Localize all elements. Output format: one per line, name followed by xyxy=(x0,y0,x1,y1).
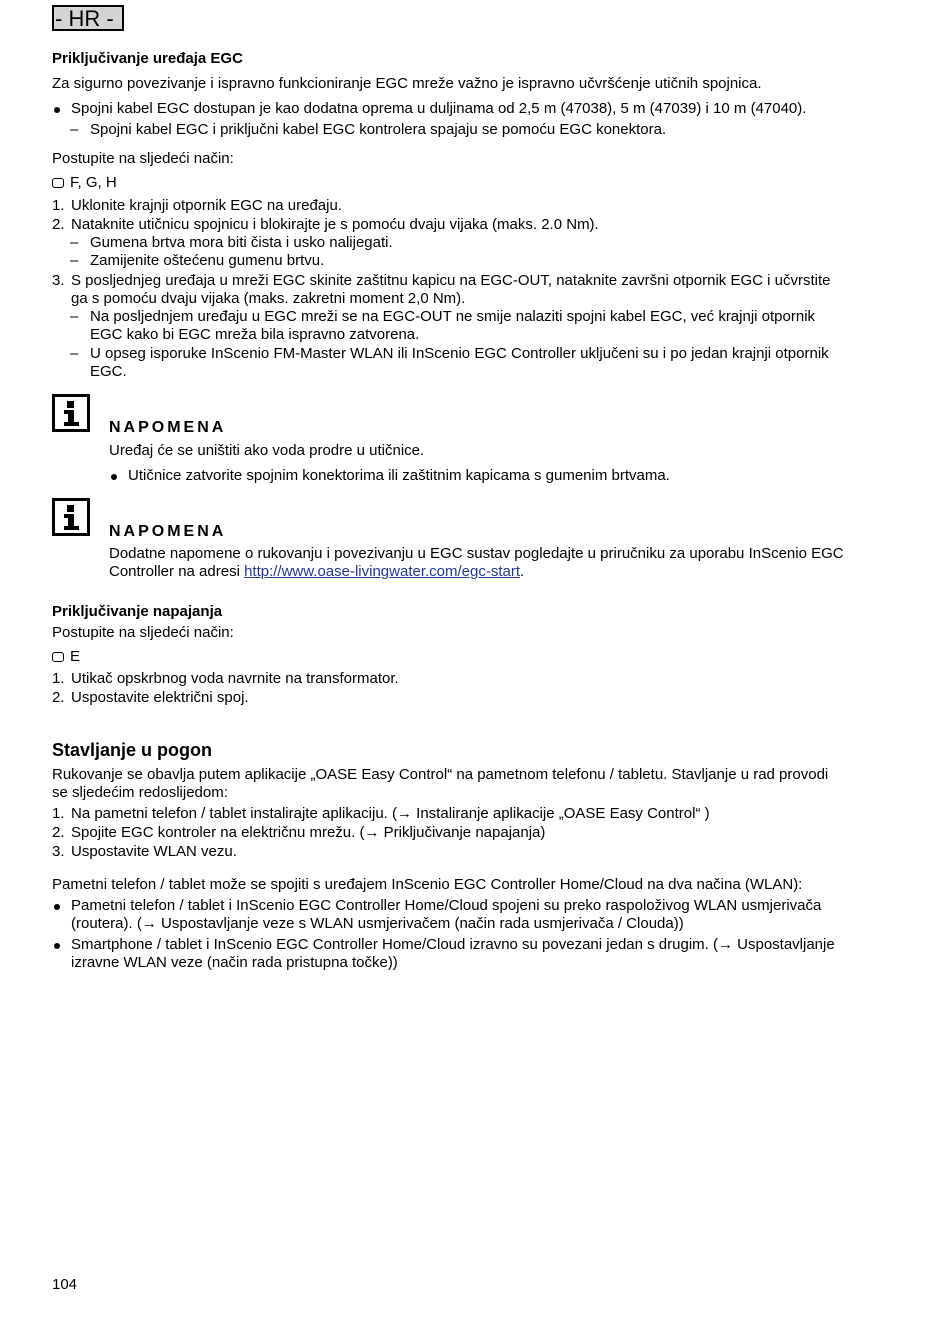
figure-icon xyxy=(52,178,64,188)
figure-labels: E xyxy=(70,648,81,665)
step-item xyxy=(52,197,892,215)
bullet-text-line2: izravne WLAN veze (način rada pristupna točke)) xyxy=(71,954,398,971)
note-text-suffix: . xyxy=(520,563,525,580)
info-icon xyxy=(52,394,90,432)
note-title: NAPOMENA xyxy=(109,419,227,436)
step-text: Utikač opskrbnog voda navrnite na transformator. xyxy=(71,670,399,687)
dash-item xyxy=(52,308,892,344)
dash-mark: – xyxy=(70,345,79,362)
bullet-text-line1: Pametni telefon / tablet i InScenio EGC Controller Home/Cloud spojeni su preko raspoloživog WLAN usmjerivača xyxy=(71,897,822,914)
dash-item xyxy=(52,252,892,270)
step-item xyxy=(52,824,892,842)
step-text: Spojite EGC kontroler na električnu mrežu. (→ Priključivanje napajanja) xyxy=(71,824,546,841)
document-page xyxy=(52,0,892,1320)
bullet-dot-icon xyxy=(111,474,117,480)
step-number: 2. xyxy=(52,689,65,706)
figure-labels: F, G, H xyxy=(70,174,117,191)
paragraph-intro-line2: se sljedećim redoslijedom: xyxy=(52,784,228,801)
language-tag: - HR - xyxy=(52,5,124,31)
step-number: 2. xyxy=(52,216,65,233)
step-text-line1: S posljednjeg uređaja u mreži EGC skinite zaštitnu kapicu na EGC-OUT, nataknite završni otpornik EGC i učvrstite xyxy=(71,272,831,289)
section-title-commissioning: Stavljanje u pogon xyxy=(52,740,213,760)
dash-text-line2: EGC. xyxy=(90,363,127,380)
note-title: NAPOMENA xyxy=(109,523,227,540)
dash-text: Spojni kabel EGC i priključni kabel EGC kontrolera spajaju se pomoću EGC konektora. xyxy=(90,121,667,138)
step-number: 1. xyxy=(52,805,65,822)
dash-mark: – xyxy=(70,121,79,138)
step-number: 3. xyxy=(52,272,65,289)
step-text-line2: ga s pomoću dvaju vijaka (maks. zakretni moment 2,0 Nm). xyxy=(71,290,466,307)
step-text: Uklonite krajnji otpornik EGC na uređaju. xyxy=(71,197,342,214)
step-text: Nataknite utičnicu spojnicu i blokirajte je s pomoću dvaju vijaka (maks. 2.0 Nm). xyxy=(71,216,599,233)
note-text-line2 xyxy=(109,563,892,581)
figure-reference xyxy=(52,648,892,666)
bullet-text-line2: (routera). (→ Uspostavljanje veze s WLAN usmjerivačem (način rada usmjerivača / Clouda)) xyxy=(71,915,684,932)
note-bullet-text: Utičnice zatvorite spojnim konektorima ili zaštitnim kapicama s gumenim brtvama. xyxy=(128,467,670,484)
paragraph-intro-line1: Rukovanje se obavlja putem aplikacije „OASE Easy Control“ na pametnom telefonu / tabletu. Stavljanje u rad provodi xyxy=(52,766,829,783)
step-item xyxy=(52,216,892,234)
page-number: 104 xyxy=(52,1276,78,1293)
bullet-dot-icon xyxy=(54,107,60,113)
note-bullet-item xyxy=(109,467,892,485)
dash-mark: – xyxy=(70,252,79,269)
bullet-item xyxy=(52,100,892,118)
note-text-prefix: Controller na adresi xyxy=(109,563,245,580)
step-number: 2. xyxy=(52,824,65,841)
bullet-item xyxy=(52,936,892,972)
section-title-egc: Priključivanje uređaja EGC xyxy=(52,50,243,67)
dash-text-line1: U opseg isporuke InScenio FM-Master WLAN ili InScenio EGC Controller uključeni su i po jedan krajnji otpornik xyxy=(90,345,829,362)
note-text-line1: Dodatne napomene o rukovanju i povezivanju u EGC sustav pogledajte u priručniku za uporabu InScenio EGC xyxy=(109,545,844,562)
bullet-dot-icon xyxy=(54,904,60,910)
step-number: 3. xyxy=(52,843,65,860)
step-item xyxy=(52,805,892,823)
paragraph-intro: Za sigurno povezivanje i ispravno funkcioniranje EGC mreže važno je ispravno učvršćenje utičnih spojnica. xyxy=(52,75,762,92)
dash-text: Zamijenite oštećenu gumenu brtvu. xyxy=(90,252,325,269)
egc-start-link[interactable]: http://www.oase-livingwater.com/egc-start xyxy=(244,563,521,580)
dash-item xyxy=(52,345,892,381)
step-text: Uspostavite WLAN vezu. xyxy=(71,843,237,860)
section-title-power: Priključivanje napajanja xyxy=(52,603,223,620)
step-item xyxy=(52,272,892,308)
info-icon xyxy=(52,498,90,536)
bullet-text: Spojni kabel EGC dostupan je kao dodatna oprema u duljinama od 2,5 m (47038), 5 m (47039) i 10 m (47040). xyxy=(71,100,807,117)
dash-mark: – xyxy=(70,234,79,251)
step-item xyxy=(52,670,892,688)
dash-mark: – xyxy=(70,308,79,325)
step-number: 1. xyxy=(52,670,65,687)
step-item xyxy=(52,843,892,861)
paragraph-wlan: Pametni telefon / tablet može se spojiti s uređajem InScenio EGC Controller Home/Cloud na dva načina (WLAN): xyxy=(52,876,803,893)
figure-reference xyxy=(52,174,892,192)
step-item xyxy=(52,689,892,707)
dash-item xyxy=(52,234,892,252)
step-number: 1. xyxy=(52,197,65,214)
dash-text: Gumena brtva mora biti čista i usko nalijegati. xyxy=(90,234,393,251)
dash-text-line1: Na posljednjem uređaju u EGC mreži se na EGC-OUT ne smije nalaziti spojni kabel EGC, već krajnji otpornik xyxy=(90,308,816,325)
dash-item xyxy=(52,121,892,139)
step-text: Na pametni telefon / tablet instalirajte aplikaciju. (→ Instaliranje aplikacije „OASE Easy Control“ ) xyxy=(71,805,710,822)
bullet-item xyxy=(52,897,892,933)
figure-icon xyxy=(52,652,64,662)
dash-text-line2: EGC kako bi EGC mreža bila ispravno zatvorena. xyxy=(90,326,420,343)
step-text: Uspostavite električni spoj. xyxy=(71,689,249,706)
note-text: Uređaj će se uništiti ako voda prodre u utičnice. xyxy=(109,442,425,459)
bullet-text-line1: Smartphone / tablet i InScenio EGC Controller Home/Cloud izravno su povezani jedan s drugim. (→ Uspostavljanje xyxy=(71,936,835,953)
bullet-dot-icon xyxy=(54,943,60,949)
paragraph-proceed: Postupite na sljedeći način: xyxy=(52,624,234,641)
paragraph-proceed: Postupite na sljedeći način: xyxy=(52,150,234,167)
